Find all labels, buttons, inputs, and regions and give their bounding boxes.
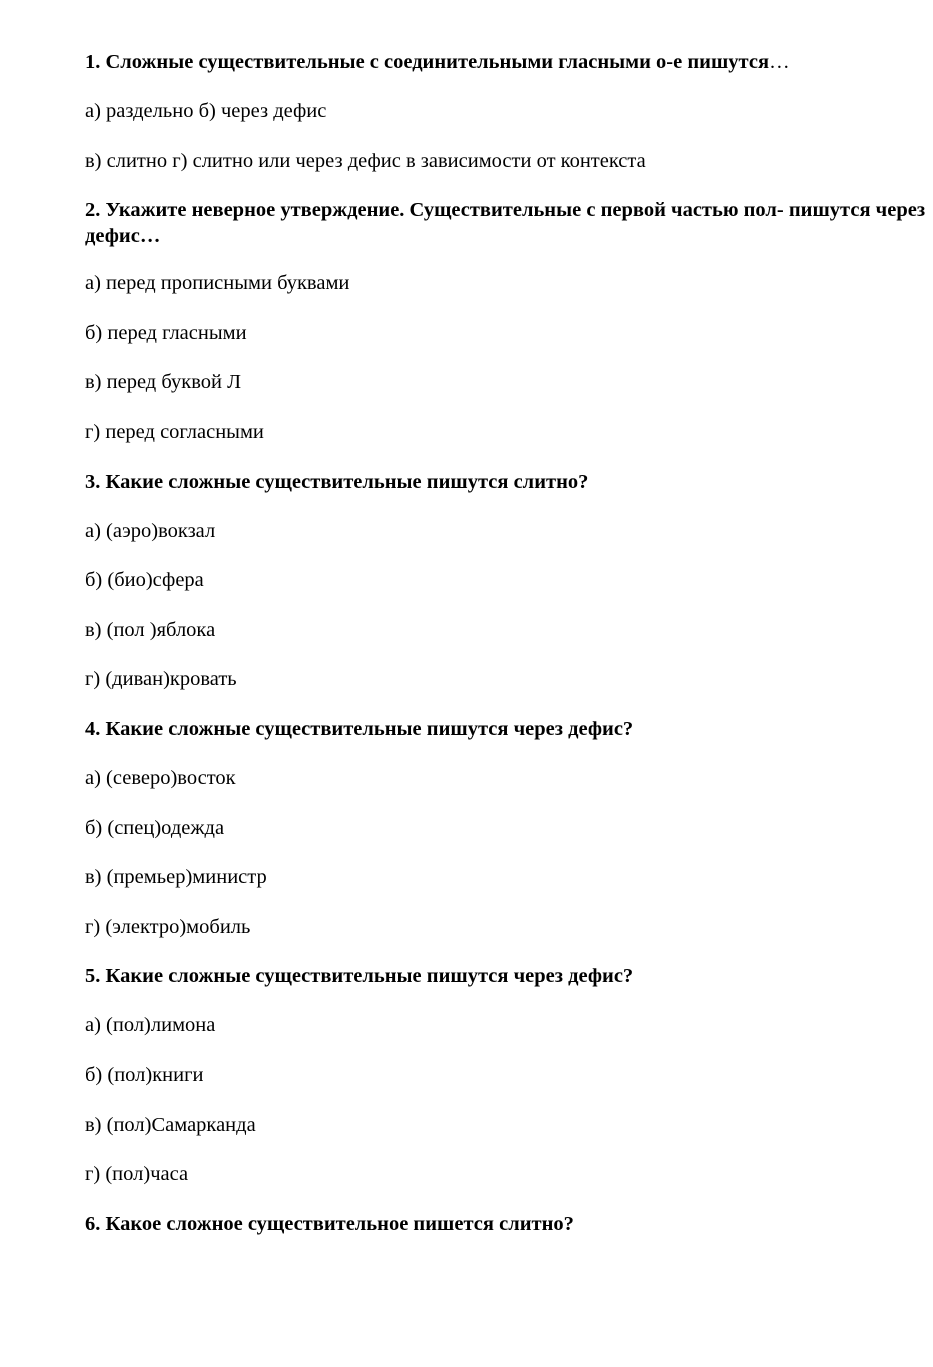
- document-page: [85, 49, 930, 1260]
- question-2: [85, 197, 930, 249]
- question-4-option-d: г) (электро)мобиль: [85, 915, 251, 938]
- question-3-text: 3. Какие сложные существительные пишутся слитно?: [85, 470, 589, 493]
- question-5-option-d: г) (пол)часа: [85, 1163, 189, 1186]
- question-4-option-c: в) (премьер)министр: [85, 866, 267, 889]
- question-1-text: 1. Сложные существительные с соединительными гласными о-е пишутся: [85, 51, 770, 73]
- question-4-text: 4. Какие сложные существительные пишутся через дефис?: [85, 717, 634, 740]
- question-1-ellipsis: …: [769, 51, 790, 73]
- question-1-option-line-2: в) слитно г) слитно или через дефис в зависимости от контекста: [85, 149, 646, 172]
- question-5-option-b: б) (пол)книги: [85, 1063, 204, 1086]
- question-2-option-c: в) перед буквой Л: [85, 371, 241, 394]
- question-3-option-d: г) (диван)кровать: [85, 668, 237, 691]
- question-5-option-a: а) (пол)лимона: [85, 1014, 216, 1037]
- question-3-option-b: б) (био)сфера: [85, 569, 204, 592]
- question-5-text: 5. Какие сложные существительные пишутся через дефис?: [85, 965, 634, 988]
- question-6-text: 6. Какое сложное существительное пишется слитно?: [85, 1212, 574, 1235]
- question-4: [85, 716, 930, 742]
- question-2-option-b: б) перед гласными: [85, 321, 247, 344]
- question-4-option-b: б) (спец)одежда: [85, 816, 225, 839]
- question-1: [85, 49, 930, 75]
- question-3-option-c: в) (пол )яблока: [85, 618, 216, 641]
- question-6: [85, 1211, 930, 1237]
- question-3-option-a: а) (аэро)вокзал: [85, 519, 216, 542]
- question-2-text: 2. Укажите неверное утверждение. Существительные с первой частью пол- пишутся через дефис…: [85, 199, 926, 248]
- question-5-option-c: в) (пол)Самарканда: [85, 1113, 256, 1136]
- question-3: [85, 469, 930, 495]
- question-2-option-a: а) перед прописными буквами: [85, 272, 350, 295]
- question-4-option-a: а) (северо)восток: [85, 766, 236, 789]
- question-2-option-d: г) перед согласными: [85, 420, 264, 443]
- question-5: [85, 963, 930, 989]
- question-1-option-line-1: а) раздельно б) через дефис: [85, 100, 327, 122]
